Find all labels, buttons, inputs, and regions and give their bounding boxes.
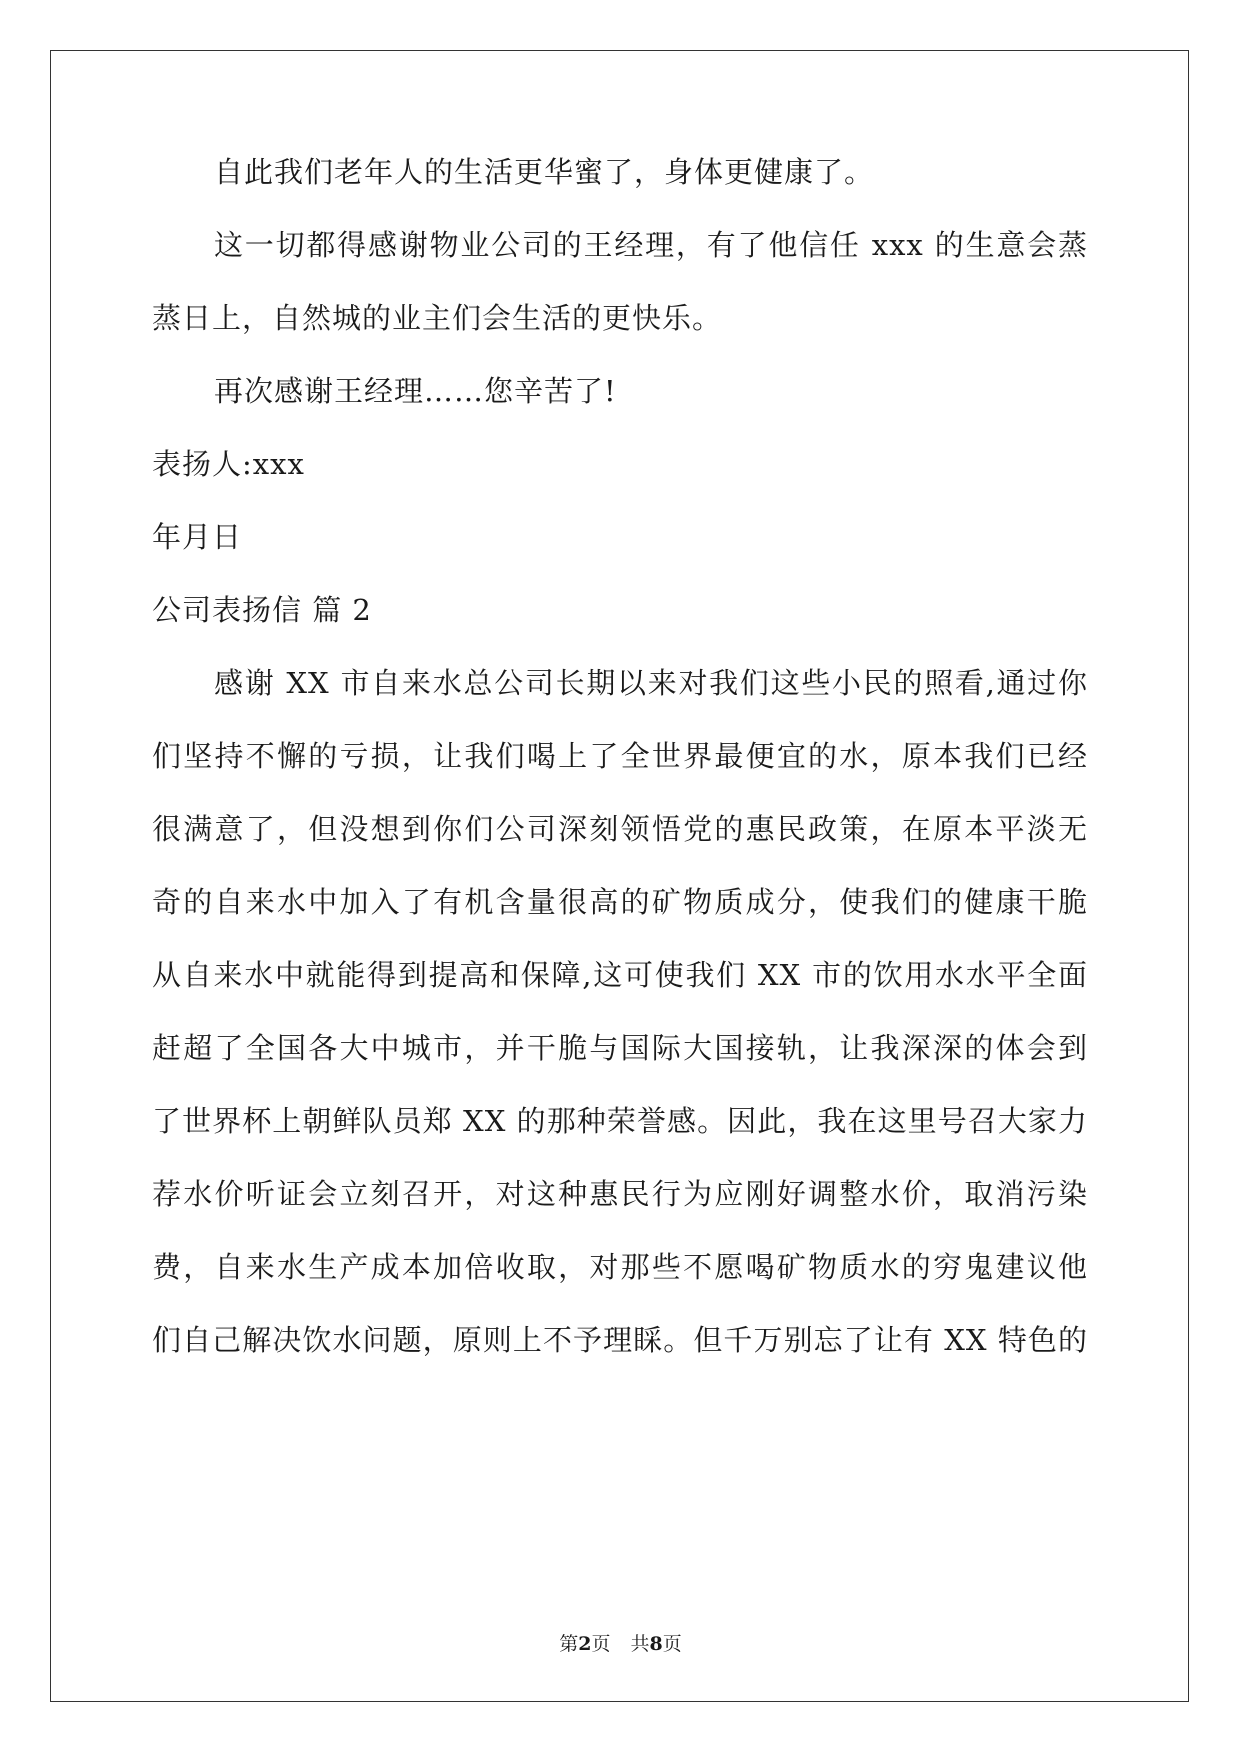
paragraph-line: 赶超了全国各大中城市，并干脆与国际大国接轨，让我深深的体会到 — [152, 1031, 1088, 1065]
paragraph-line: 了世界杯上朝鲜队员郑 XX 的那种荣誉感。因此，我在这里号召大家力 — [152, 1104, 1088, 1138]
total-prefix: 共 — [630, 1633, 650, 1655]
page-prefix: 第 — [559, 1633, 579, 1655]
total-pages-label — [631, 1633, 682, 1655]
paragraph-line: 蒸日上，自然城的业主们会生活的更快乐。 — [152, 301, 723, 335]
paragraph-line: 感谢 XX 市自来水总公司长期以来对我们这些小民的照看,通过你 — [214, 666, 1088, 700]
paragraph-line: 自此我们老年人的生活更华蜜了，身体更健康了。 — [214, 155, 875, 189]
paragraph-line: 奇的自来水中加入了有机含量很高的矿物质成分，使我们的健康干脆 — [152, 885, 1088, 919]
section-heading: 公司表扬信 篇 2 — [152, 593, 372, 627]
total-page-number: 8 — [649, 1633, 663, 1655]
signature-line: 表扬人:xxx — [152, 447, 305, 481]
paragraph-line: 从自来水中就能得到提高和保障,这可使我们 XX 市的饮用水水平全面 — [152, 958, 1088, 992]
paragraph-line: 再次感谢王经理……您辛苦了! — [214, 374, 617, 408]
current-page-number: 2 — [578, 1633, 592, 1655]
paragraph-line: 这一切都得感谢物业公司的王经理，有了他信任 xxx 的生意会蒸 — [214, 228, 1088, 262]
date-line: 年月日 — [152, 520, 243, 554]
paragraph-line: 很满意了，但没想到你们公司深刻领悟党的惠民政策，在原本平淡无 — [152, 812, 1088, 846]
total-suffix: 页 — [662, 1633, 682, 1655]
paragraph-line: 费，自来水生产成本加倍收取，对那些不愿喝矿物质水的穷鬼建议他 — [152, 1250, 1088, 1284]
page-number-label — [559, 1633, 610, 1655]
paragraph-line: 们自己解决饮水问题，原则上不予理睬。但千万别忘了让有 XX 特色的 — [152, 1323, 1088, 1357]
page-suffix: 页 — [591, 1633, 611, 1655]
page-footer — [0, 1632, 1241, 1656]
paragraph-line: 荐水价听证会立刻召开，对这种惠民行为应刚好调整水价，取消污染 — [152, 1177, 1088, 1211]
paragraph-line: 们坚持不懈的亏损，让我们喝上了全世界最便宜的水，原本我们已经 — [152, 739, 1088, 773]
